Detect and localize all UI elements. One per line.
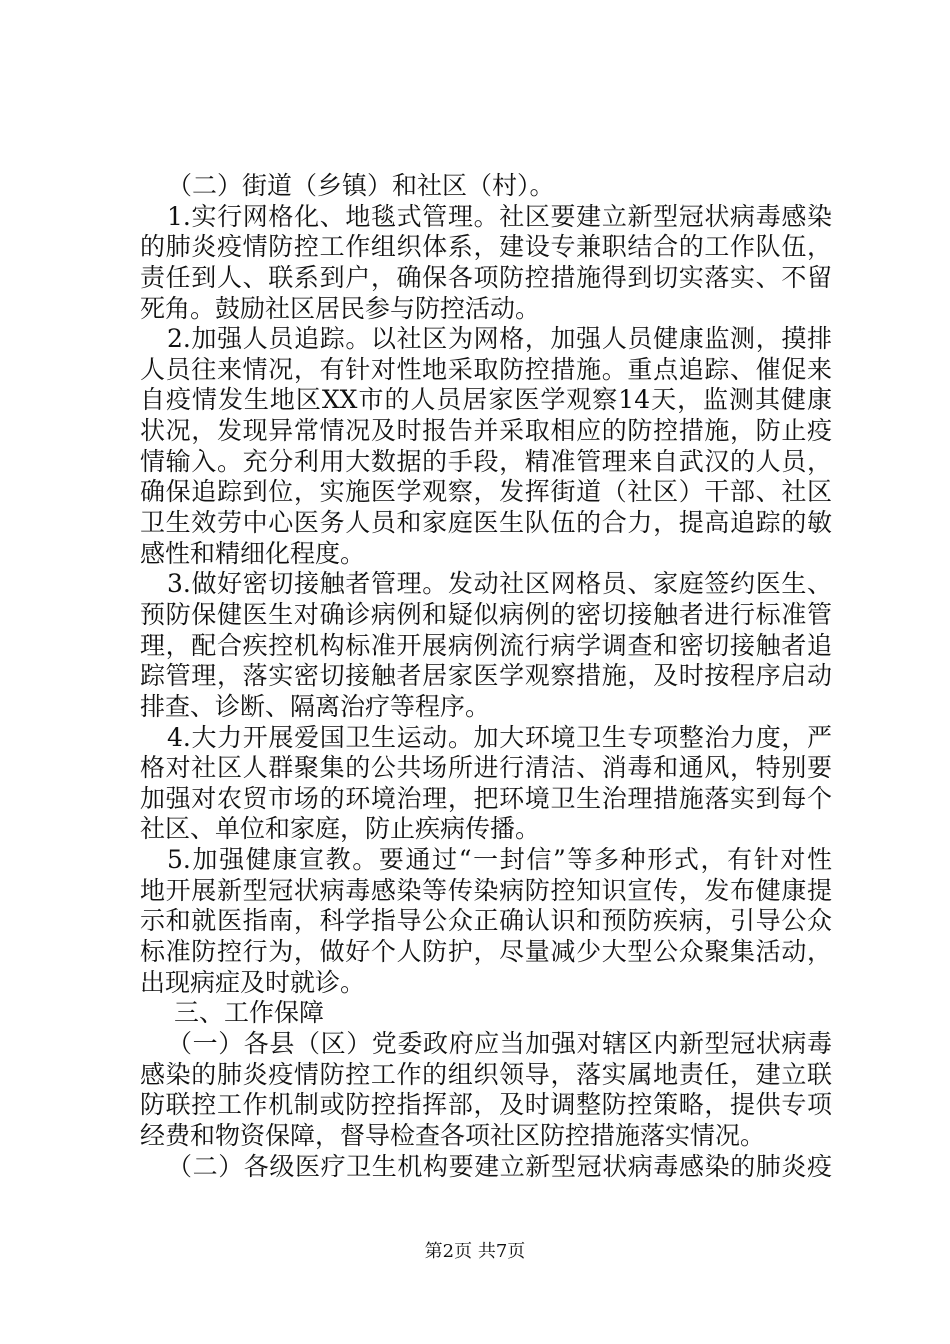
text-line: 标准防控行为，做好个人防护，尽量减少大型公众聚集活动， bbox=[140, 937, 832, 967]
text-line: 确保追踪到位，实施医学观察，发挥街道（社区）干部、社区 bbox=[140, 477, 832, 507]
text-line: （二）各级医疗卫生机构要建立新型冠状病毒感染的肺炎疫 bbox=[167, 1151, 832, 1181]
text-line: 社区、单位和家庭，防止疾病传播。 bbox=[140, 814, 541, 844]
text-line: （一）各县（区）党委政府应当加强对辖区内新型冠状病毒 bbox=[167, 1028, 832, 1058]
paragraph bbox=[140, 202, 832, 325]
document-body bbox=[140, 171, 832, 1182]
text-line: 责任到人、联系到户，确保各项防控措施得到切实落实、不留 bbox=[140, 262, 832, 292]
text-line: 卫生效劳中心医务人员和家庭医生队伍的合力，提高追踪的敏 bbox=[140, 508, 832, 538]
paragraph bbox=[140, 723, 832, 846]
text-line: 经费和物资保障，督导检查各项社区防控措施落实情况。 bbox=[140, 1120, 766, 1150]
section-heading bbox=[140, 998, 832, 1029]
text-line: 加强对农贸市场的环境治理，把环境卫生治理措施落实到每个 bbox=[140, 783, 832, 813]
text-line: 格对社区人群聚集的公共场所进行清洁、消毒和通风，特别要 bbox=[140, 753, 832, 783]
text-line: 出现病症及时就诊。 bbox=[140, 967, 366, 997]
text-line: 预防保健医生对确诊病例和疑似病例的密切接触者进行标准管 bbox=[140, 599, 832, 629]
paragraph bbox=[140, 845, 832, 998]
text-line: 死角。鼓励社区居民参与防控活动。 bbox=[140, 293, 541, 323]
text-line: 3.做好密切接触者管理。发动社区网格员、家庭签约医生、 bbox=[167, 569, 832, 599]
paragraph bbox=[140, 1152, 832, 1183]
text-line: 感染的肺炎疫情防控工作的组织领导，落实属地责任，建立联 bbox=[140, 1059, 832, 1089]
text-line: 1.实行网格化、地毯式管理。社区要建立新型冠状病毒感染 bbox=[167, 201, 832, 231]
paragraph bbox=[140, 1029, 832, 1152]
text-line: 排查、诊断、隔离治疗等程序。 bbox=[140, 691, 491, 721]
text-line: 三、工作保障 bbox=[174, 998, 325, 1028]
page-footer: 第2页 共7页 bbox=[424, 1241, 526, 1262]
paragraph bbox=[140, 324, 832, 569]
text-line: 示和就医指南，科学指导公众正确认识和预防疾病，引导公众 bbox=[140, 906, 832, 936]
text-line: 5.加强健康宣教。要通过“一封信”等多种形式，有针对性 bbox=[167, 845, 832, 875]
text-line: 2.加强人员追踪。以社区为网格，加强人员健康监测，摸排 bbox=[167, 324, 832, 354]
paragraph bbox=[140, 171, 832, 202]
paragraph bbox=[140, 569, 832, 722]
text-line: 情输入。充分利用大数据的手段，精准管理来自武汉的人员， bbox=[140, 446, 832, 476]
text-line: 地开展新型冠状病毒感染等传染病防控知识宣传，发布健康提 bbox=[140, 875, 832, 905]
text-line: 人员往来情况，有针对性地采取防控措施。重点追踪、催促来 bbox=[140, 354, 832, 384]
text-line: 防联控工作机制或防控指挥部，及时调整防控策略，提供专项 bbox=[140, 1090, 832, 1120]
text-line: 感性和精细化程度。 bbox=[140, 538, 366, 568]
text-line: 的肺炎疫情防控工作组织体系，建设专兼职结合的工作队伍， bbox=[140, 232, 832, 262]
text-line: 状况，发现异常情况及时报告并采取相应的防控措施，防止疫 bbox=[140, 416, 832, 446]
text-line: 4.大力开展爱国卫生运动。加大环境卫生专项整治力度，严 bbox=[167, 722, 832, 752]
text-line: 踪管理，落实密切接触者居家医学观察措施，及时按程序启动 bbox=[140, 661, 832, 691]
text-line: 自疫情发生地区XX市的人员居家医学观察14天，监测其健康 bbox=[140, 385, 832, 415]
text-line: （二）街道（乡镇）和社区（村）。 bbox=[167, 171, 555, 200]
text-line: 理，配合疾控机构标准开展病例流行病学调查和密切接触者追 bbox=[140, 630, 832, 660]
